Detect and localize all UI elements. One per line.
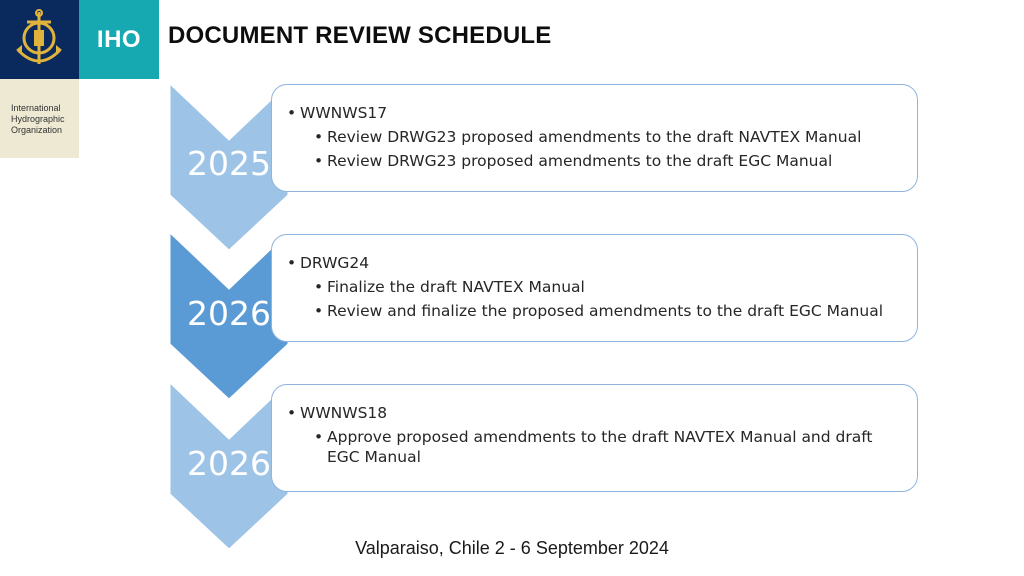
year-label-2025: 2025	[187, 144, 271, 183]
org-line-2: Hydrographic	[11, 114, 65, 124]
org-line-3: Organization	[11, 125, 63, 135]
year-label-2026-b: 2026	[187, 444, 271, 483]
card-item: • Review DRWG23 proposed amendments to the draft EGC Manual	[327, 151, 907, 171]
page-title: DOCUMENT REVIEW SCHEDULE	[168, 22, 552, 49]
org-line-1: International	[11, 103, 61, 113]
card-item: • Finalize the draft NAVTEX Manual	[327, 277, 907, 297]
card-item: • Approve proposed amendments to the draft NAVTEX Manual and draft EGC Manual	[327, 427, 907, 467]
timeline-card-2026-b	[271, 384, 918, 492]
card-item: • Review DRWG23 proposed amendments to the draft NAVTEX Manual	[327, 127, 907, 147]
card-heading: • WWNWS18	[300, 403, 907, 423]
timeline-card-2025	[271, 84, 918, 192]
year-label-2026-a: 2026	[187, 294, 271, 333]
card-heading: • WWNWS17	[300, 103, 907, 123]
card-item: • Review and finalize the proposed amendments to the draft EGC Manual	[327, 301, 907, 321]
card-heading: • DRWG24	[300, 253, 907, 273]
footer-location-date: Valparaiso, Chile 2 - 6 September 2024	[355, 538, 669, 558]
timeline-card-2026-a	[271, 234, 918, 342]
iho-abbr: IHO	[96, 25, 142, 53]
